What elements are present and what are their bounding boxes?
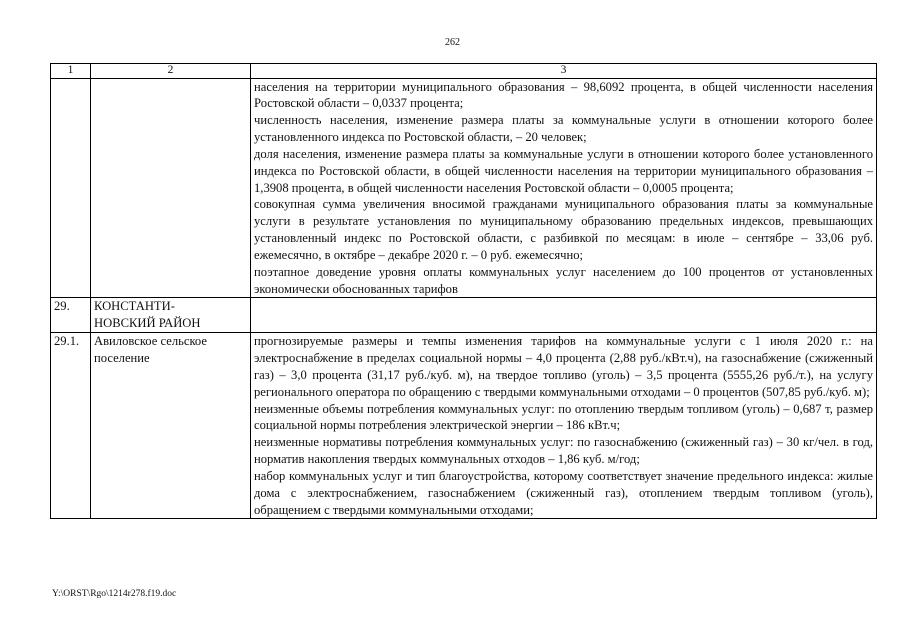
paragraph: населения на территории муниципального образования – 98,6092 процента, в общей численности населения Ростовской области – 0,0337 процента; <box>254 79 873 111</box>
district-name-line: КОНСТАНТИ- <box>94 299 175 314</box>
document-table <box>50 63 877 519</box>
paragraph: неизменные нормативы потребления коммунальных услуг: по газоснабжению (сжиженный газ) – 30 кг/чел. в год, норматив накопления твердых коммунальных отходов – 1,86 куб. м/год; <box>254 435 873 467</box>
paragraph: неизменные объемы потребления коммунальных услуг: по отоплению твердым топливом (уголь) – 0,687 т, размер социальной нормы потребления электрической энергии – 186 кВт.ч; <box>254 401 873 433</box>
column-header-2: 2 <box>91 64 251 79</box>
continuation-name-cell <box>91 78 251 298</box>
district-name <box>91 298 251 333</box>
footer-file-path: Y:\ORST\Rgo\1214r278.f19.doc <box>52 589 177 599</box>
settlement-name: Авиловское сельское поселение <box>91 333 251 519</box>
column-header-1: 1 <box>51 64 91 79</box>
table-row-settlement <box>51 333 877 519</box>
district-text-cell <box>251 298 877 333</box>
settlement-text-cell <box>251 333 877 519</box>
continuation-number-cell <box>51 78 91 298</box>
paragraph: доля населения, изменение размера платы за коммунальные услуги в отношении которого более установленного индекса по Ростовской области, в общей численности населения на территории муниципального образования – 1,3908 процента, в общей численности населения Ростовской области – 0,0005 процента; <box>254 146 873 195</box>
table-row-continuation <box>51 78 877 298</box>
paragraph: набор коммунальных услуг и тип благоустройства, которому соответствует значение предельного индекса: жилые дома с электроснабжением, газоснабжением (сжиженный газ), отоплением твердым топливом (уголь), обращением с твердыми коммунальными отходами; <box>254 468 873 517</box>
paragraph: численность населения, изменение размера платы за коммунальные услуги в отношении которого более установленного индекса по Ростовской области, – 20 человек; <box>254 113 873 145</box>
page-number: 262 <box>445 37 460 48</box>
continuation-text-cell <box>251 78 877 298</box>
settlement-number: 29.1. <box>51 333 91 519</box>
paragraph: поэтапное доведение уровня оплаты коммунальных услуг населением до 100 процентов от установленных экономически обоснованных тарифов <box>254 264 873 296</box>
district-name-line: НОВСКИЙ РАЙОН <box>94 316 201 331</box>
column-header-3: 3 <box>251 64 877 79</box>
table-header-row <box>51 64 877 79</box>
district-number: 29. <box>51 298 91 333</box>
paragraph: совокупная сумма увеличения вносимой гражданами муниципального образования платы за коммунальные услуги в результате установления по муниципальному образованию предельных индексов, превышающих установленный индекс по Ростовской области, с разбивкой по месяцам: в июле – сентябре – 33,06 руб. ежемесячно, в октябре – декабре 2020 г. – 0 руб. ежемесячно; <box>254 197 873 262</box>
table-row-district <box>51 298 877 333</box>
paragraph: прогнозируемые размеры и темпы изменения тарифов на коммунальные услуги с 1 июля 2020 г.: на электроснабжение в пределах социальной нормы – 4,0 процента (2,88 руб./кВт.ч), на газоснабжение (сжиженный газ) – 3,0 процента (31,17 руб./куб. м), на твердое топливо (уголь) – 3,5 процента (5555,26 руб./т.), на услугу регионального оператора по обращению с твердыми коммунальными отходами – 0 процентов (507,85 руб./куб. м); <box>254 334 873 399</box>
